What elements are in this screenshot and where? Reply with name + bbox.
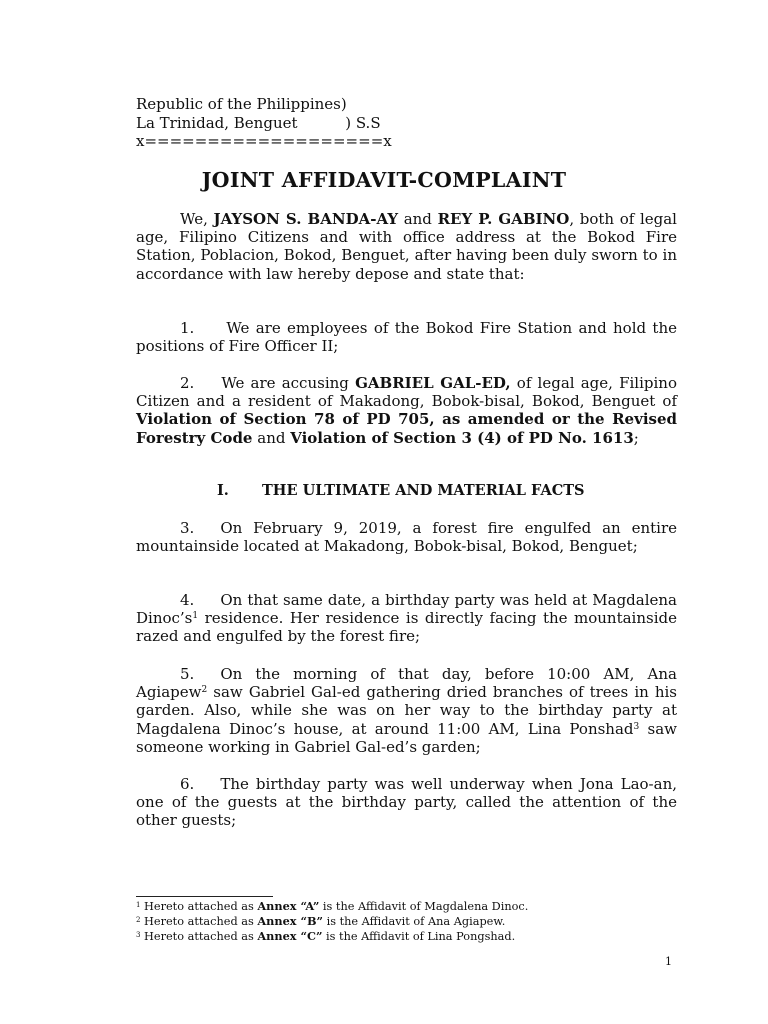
paragraph-number: 6. — [180, 775, 195, 793]
paragraph-number: 3. — [180, 519, 195, 537]
caption-separator: x===================x — [136, 132, 392, 150]
paragraph-5: 5. On the morning of that day, before 10:00 AM, Ana Agiapew$^2$ saw Gabriel Gal-ed gathering dried branches of trees in his garden. Also, while she was on her way to the birthday party at Magdalena Dinoc’s house, at around 11:00 AM, Lina Ponshad$^3$ saw someone working in Gabriel Gal-ed’s garden; — [136, 665, 678, 756]
paragraph-number: 5. — [180, 665, 195, 683]
paragraph-4: 4. On that same date, a birthday party was held at Magdalena $Dinoc’s^1$ residence. Her residence is directly facing the mountainside razed and engulfed by the forest fire; — [136, 591, 677, 646]
footnote-2: $^2$ Hereto attached as Annex “B” is the Affidavit of Ana Agiapew. — [136, 914, 506, 928]
paragraph-1: 1. We are employees of the Bokod Fire Station and hold the positions of Fire Officer II; — [136, 319, 677, 356]
footnote-separator — [136, 896, 273, 897]
paragraph-2: 2. We are accusing GABRIEL GAL-ED, of legal age, Filipino Citizen and a resident of Makadong, Bobok-bisal, Bokod, Benguet of Violation of Section 78 of PD 705, as amended or the Revised Forestry Code and Violation of Section 3 (4) of PD No. 1613; — [136, 374, 677, 447]
complainant-name-1: JAYSON S. BANDA-AY — [213, 210, 399, 228]
paragraph-3: 3. On February 9, 2019, a forest fire engulfed an entire mountainside located at Makadong, Bobok-bisal, Bokod, Benguet; — [136, 519, 677, 556]
paragraph-number: 1. — [180, 319, 195, 337]
footnote-ref-3: 3 — [633, 721, 640, 732]
section-numeral: I. — [217, 482, 229, 499]
paragraph-number: 2. — [180, 374, 195, 392]
intro-paragraph: We, JAYSON S. BANDA-AY and REY P. GABINO, both of legal age, Filipino Citizens and with office address at the Bokod Fire Station, Poblacion, Bokod, Benguet, after having been duly sworn to in accordance with law hereby depose and state that: — [136, 210, 677, 283]
footnote-3: $^3$ Hereto attached as Annex “C” is the Affidavit of Lina Pongshad. — [136, 929, 516, 943]
caption-line-republic: Republic of the Philippines) — [136, 95, 347, 113]
accused-name: GABRIEL GAL-ED, — [355, 374, 511, 392]
charge-1: Violation of Section 78 of PD 705, as amended or the Revised Forestry Code — [136, 410, 677, 447]
footnote-ref-2: 2 — [201, 685, 208, 696]
paragraph-number: 4. — [180, 591, 195, 609]
section-heading: THE ULTIMATE AND MATERIAL FACTS — [262, 482, 585, 499]
charge-2: Violation of Section 3 (4) of PD No. 1613 — [290, 428, 634, 447]
complainant-name-2: REY P. GABINO — [437, 210, 570, 228]
paragraph-6: 6. The birthday party was well underway when Jona Lao-an, one of the guests at the birthday party, called the attention of the other guests; — [136, 775, 677, 830]
page-number: 1 — [665, 955, 672, 968]
footnote-ref-1: 1 — [192, 611, 199, 622]
footnote-1: $^1$ Hereto attached as Annex “A” is the Affidavit of Magdalena Dinoc. — [136, 899, 529, 913]
caption-line-venue: La Trinidad, Benguet ) S.S — [136, 114, 381, 132]
document-title: JOINT AFFIDAVIT-COMPLAINT — [201, 168, 567, 192]
